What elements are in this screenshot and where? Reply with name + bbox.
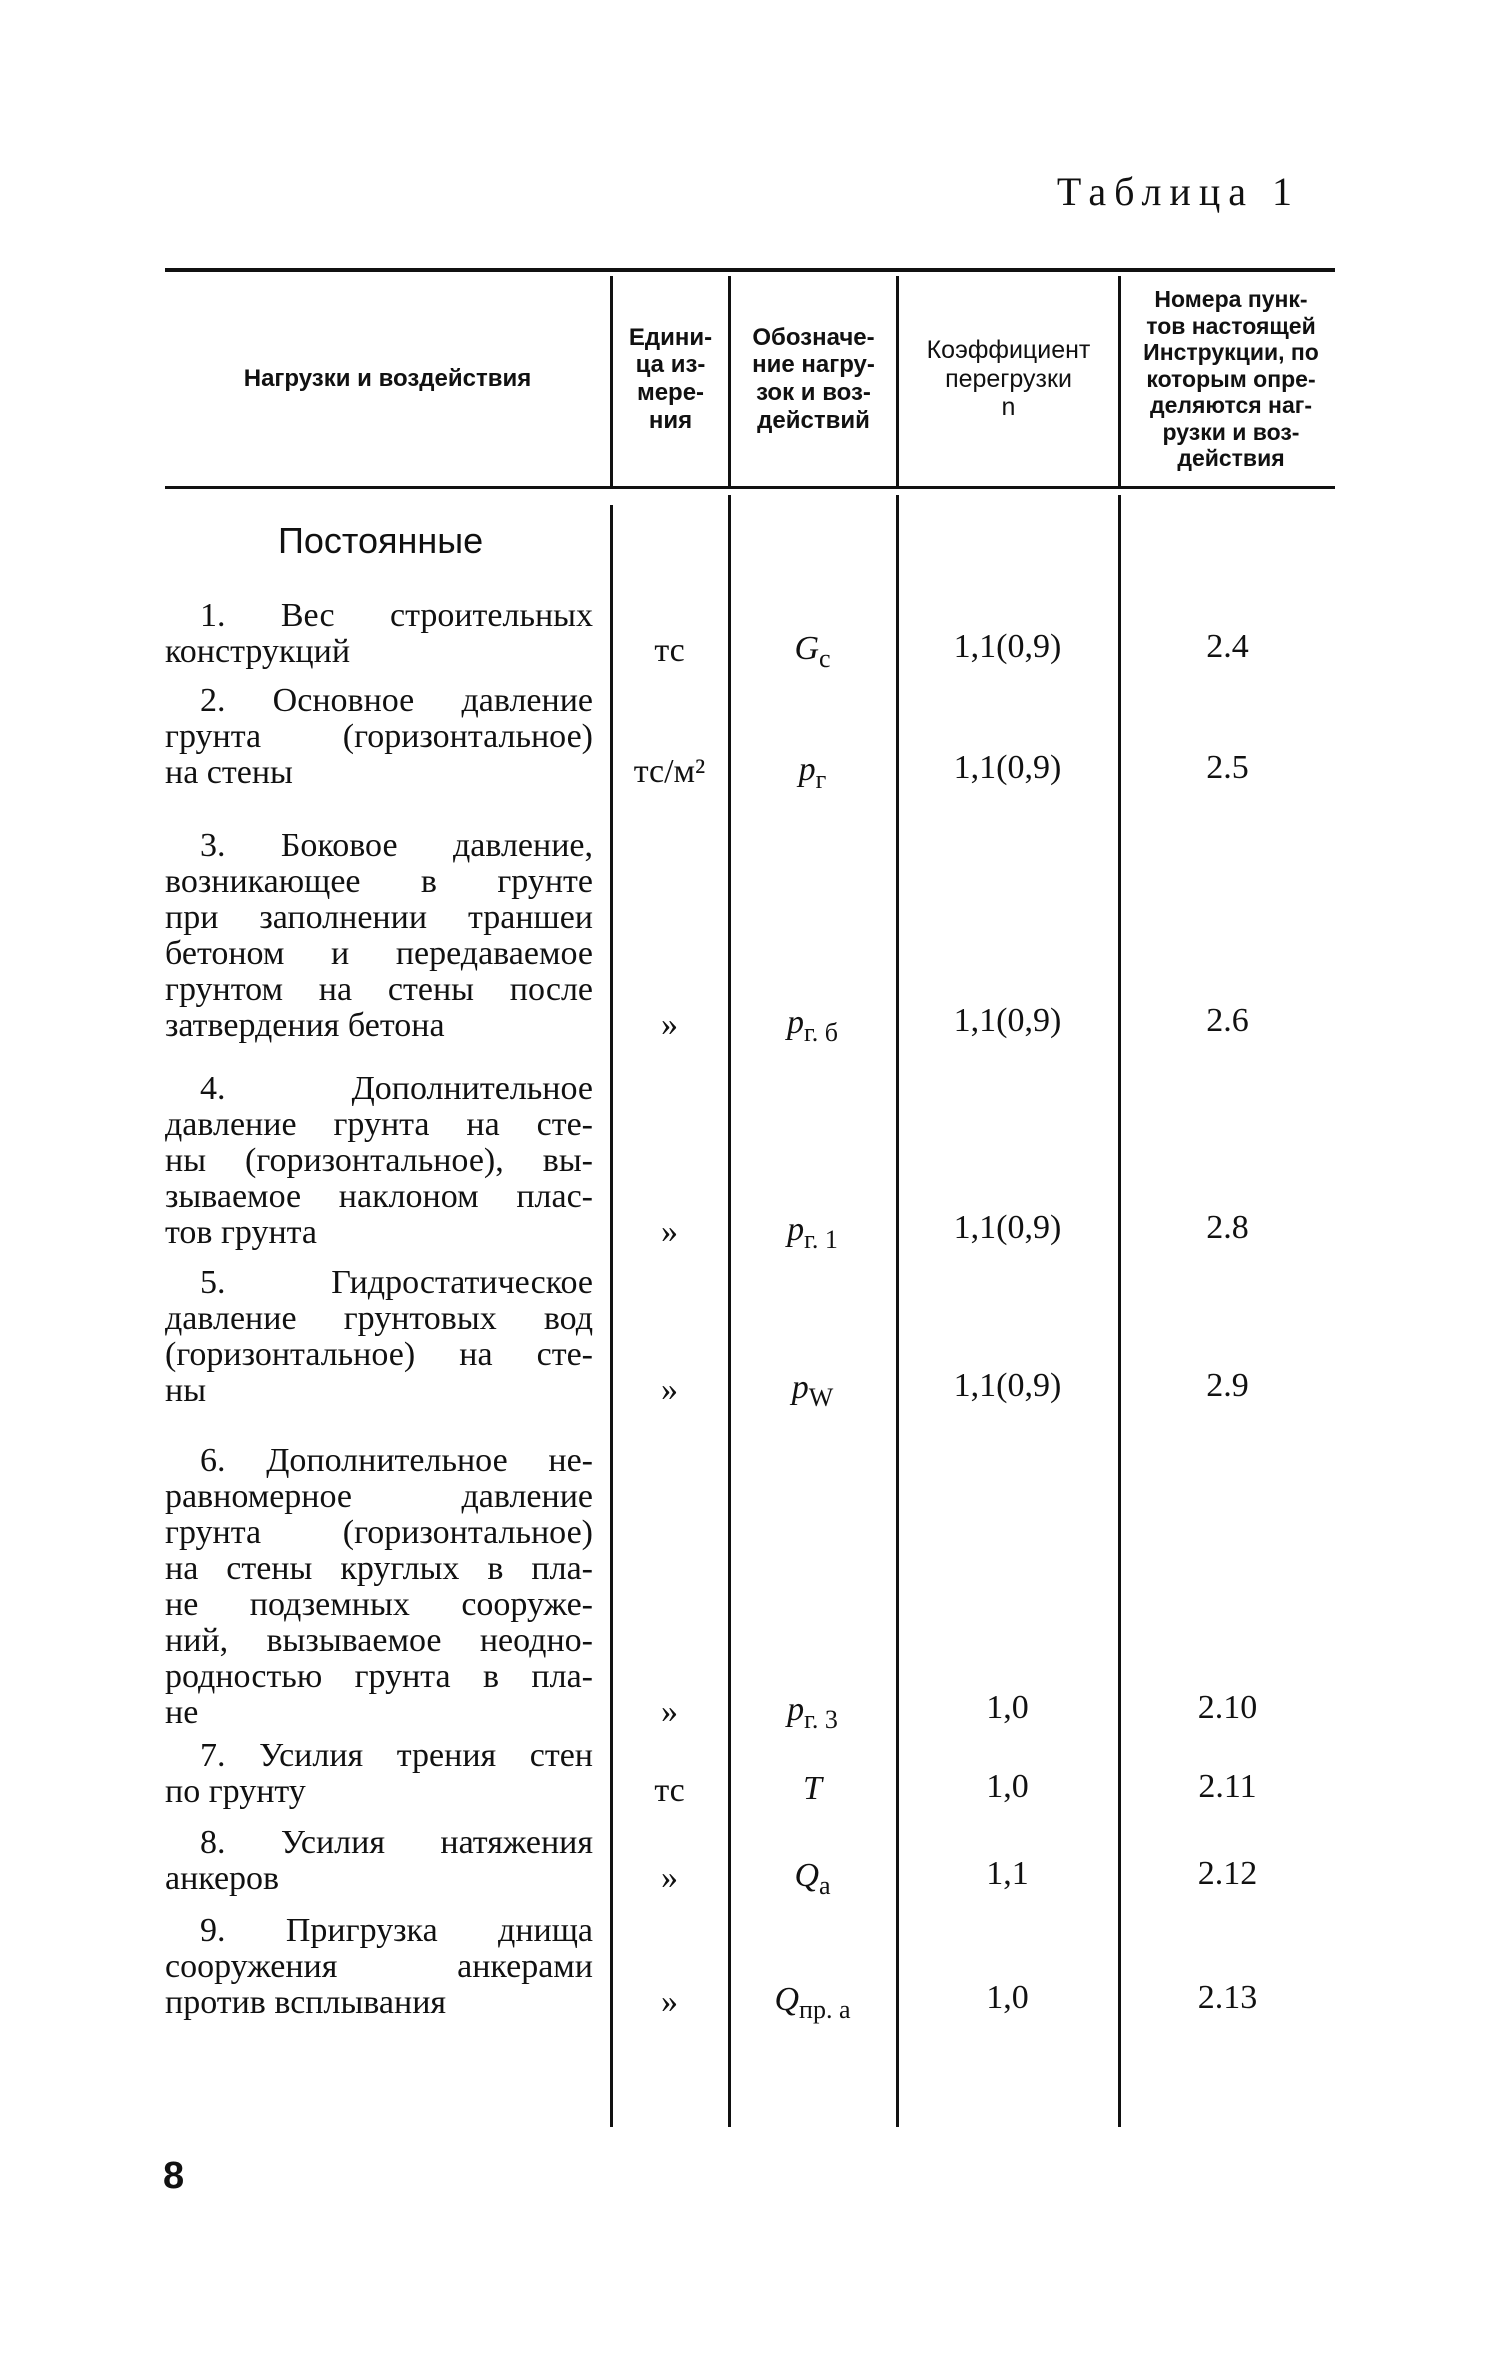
unit-cell: » bbox=[661, 1213, 678, 1250]
symbol-subscript: г. 3 bbox=[804, 1704, 838, 1734]
symbol-subscript: г bbox=[815, 764, 827, 794]
load-name-line: возникающее в грунте bbox=[165, 863, 593, 900]
load-name bbox=[165, 1913, 593, 2021]
load-name bbox=[165, 1738, 593, 1810]
load-name-line: конструкций bbox=[165, 633, 351, 670]
symbol-subscript: г. 1 bbox=[804, 1224, 838, 1254]
coefficient-cell: 1,1 bbox=[986, 1855, 1029, 1892]
load-name-line: 3. Боковое давление, bbox=[200, 827, 593, 864]
column-divider bbox=[896, 495, 899, 2127]
load-name-line: при заполнении траншеи bbox=[165, 899, 593, 936]
load-name-line: (горизонтальное) на сте- bbox=[165, 1336, 593, 1373]
load-name-line: 4. Дополнительное bbox=[200, 1070, 593, 1107]
symbol-base: p bbox=[798, 751, 816, 788]
header-unit: Едини- ца из- мере- ния bbox=[628, 323, 713, 434]
load-name-line: бетоном и передаваемое bbox=[165, 935, 593, 972]
instruction-item-cell: 2.12 bbox=[1197, 1855, 1258, 1892]
symbol-cell bbox=[730, 1691, 895, 1735]
instruction-item-cell: 2.8 bbox=[1206, 1209, 1249, 1246]
instruction-item-cell: 2.5 bbox=[1206, 749, 1249, 786]
load-name-line: затвердения бетона bbox=[165, 1007, 445, 1044]
symbol-subscript: a bbox=[819, 1870, 831, 1900]
symbol-cell bbox=[730, 1857, 895, 1901]
load-name-line: 5. Гидростатическое bbox=[200, 1264, 593, 1301]
unit-cell: тс/м² bbox=[633, 753, 706, 790]
coefficient-cell: 1,1(0,9) bbox=[953, 749, 1062, 786]
load-name bbox=[165, 1825, 593, 1897]
section-heading: Постоянные bbox=[278, 520, 484, 561]
unit-cell: » bbox=[661, 1006, 678, 1043]
unit-cell: » bbox=[661, 1371, 678, 1408]
load-name bbox=[165, 1443, 593, 1731]
symbol-base: Q bbox=[774, 1981, 800, 2018]
load-name-line: 6. Дополнительное не- bbox=[200, 1442, 593, 1479]
symbol-base: G bbox=[794, 630, 819, 667]
coefficient-cell: 1,0 bbox=[986, 1979, 1029, 2016]
table-caption: Таблица 1 bbox=[1056, 169, 1300, 214]
instruction-item-cell: 2.11 bbox=[1198, 1768, 1257, 1805]
symbol-base: p bbox=[791, 1369, 809, 1406]
load-name bbox=[165, 683, 593, 791]
unit-cell: тс bbox=[654, 632, 685, 669]
load-name-line: 1. Вес строительных bbox=[200, 597, 593, 634]
load-name-line: не подземных сооруже- bbox=[165, 1586, 593, 1623]
load-name bbox=[165, 1265, 593, 1409]
load-name-line: 8. Усилия натяжения bbox=[200, 1824, 593, 1861]
symbol-base: p bbox=[787, 1691, 805, 1728]
load-name-line: против всплывания bbox=[165, 1984, 447, 2021]
header-instruction-items: Номера пунк- тов настоящей Инструкции, по которым опре- деляются наг- рузки и воз- действия bbox=[1143, 286, 1319, 472]
symbol-base: T bbox=[803, 1770, 822, 1807]
symbol-subscript: W bbox=[808, 1382, 834, 1412]
unit-cell: » bbox=[661, 1859, 678, 1896]
coefficient-cell: 1,1(0,9) bbox=[953, 1209, 1062, 1246]
load-name-line: 2. Основное давление bbox=[200, 682, 593, 719]
load-name-line: анкеров bbox=[165, 1860, 280, 1897]
header-loads: Нагрузки и воздействия bbox=[243, 365, 532, 393]
instruction-item-cell: 2.9 bbox=[1206, 1367, 1249, 1404]
load-name-line: грунта (горизонтальное) bbox=[165, 1514, 593, 1551]
load-name-line: тов грунта bbox=[165, 1214, 318, 1251]
load-name-line: грунтом на стены после bbox=[165, 971, 593, 1008]
symbol-base: Q bbox=[794, 1857, 819, 1894]
load-name-line: равномерное давление bbox=[165, 1478, 593, 1515]
symbol-cell bbox=[730, 1211, 895, 1255]
load-name bbox=[165, 598, 593, 670]
unit-cell: » bbox=[661, 1983, 678, 2020]
coefficient-cell: 1,1(0,9) bbox=[953, 1367, 1062, 1404]
load-name bbox=[165, 1071, 593, 1251]
instruction-item-cell: 2.10 bbox=[1197, 1689, 1258, 1726]
coefficient-cell: 1,1(0,9) bbox=[953, 628, 1062, 665]
header-overload-coefficient: Коэффициент перегрузки n bbox=[926, 335, 1091, 422]
load-name-line: сооружения анкерами bbox=[165, 1948, 593, 1985]
coefficient-cell: 1,0 bbox=[986, 1768, 1029, 1805]
symbol-base: p bbox=[787, 1004, 805, 1041]
header-bottom-rule bbox=[165, 486, 1335, 489]
coefficient-cell: 1,1(0,9) bbox=[953, 1002, 1062, 1039]
load-name-line: грунта (горизонтальное) bbox=[165, 718, 593, 755]
load-name-line: по грунту bbox=[165, 1773, 306, 1810]
symbol-subscript: пр. a bbox=[799, 1994, 851, 2024]
symbol-cell bbox=[730, 630, 895, 674]
symbol-base: p bbox=[787, 1211, 805, 1248]
load-name-line: ны bbox=[165, 1372, 207, 1409]
instruction-item-cell: 2.13 bbox=[1197, 1979, 1258, 2016]
symbol-subscript: г. б bbox=[804, 1017, 838, 1047]
symbol-cell bbox=[730, 751, 895, 795]
load-name-line: давление грунта на сте- bbox=[165, 1106, 593, 1143]
coefficient-cell: 1,0 bbox=[986, 1689, 1029, 1726]
load-name-line: 7. Усилия трения стен bbox=[200, 1737, 593, 1774]
load-name-line: на стены bbox=[165, 754, 293, 791]
symbol-cell bbox=[730, 1981, 895, 2025]
load-name-line: ны (горизонтальное), вы- bbox=[165, 1142, 593, 1179]
page-number: 8 bbox=[163, 2155, 185, 2197]
symbol-cell bbox=[730, 1369, 895, 1413]
instruction-item-cell: 2.4 bbox=[1206, 628, 1249, 665]
header-symbol: Обозначе- ние нагру- зок и воз- действий bbox=[752, 323, 875, 434]
load-name-line: давление грунтовых вод bbox=[165, 1300, 593, 1337]
unit-cell: тс bbox=[654, 1772, 685, 1809]
unit-cell: » bbox=[661, 1693, 678, 1730]
load-name-line: на стены круглых в пла- bbox=[165, 1550, 593, 1587]
load-name bbox=[165, 828, 593, 1044]
load-name-line: ний, вызываемое неодно- bbox=[165, 1622, 593, 1659]
symbol-subscript: с bbox=[819, 643, 831, 673]
load-name-line: родностью грунта в пла- bbox=[165, 1658, 593, 1695]
load-name-line: зываемое наклоном плас- bbox=[165, 1178, 593, 1215]
load-name-line: 9. Пригрузка днища bbox=[200, 1912, 593, 1949]
symbol-cell bbox=[730, 1004, 895, 1048]
symbol-cell bbox=[730, 1770, 895, 1808]
load-name-line: не bbox=[165, 1694, 199, 1731]
instruction-item-cell: 2.6 bbox=[1206, 1002, 1249, 1039]
